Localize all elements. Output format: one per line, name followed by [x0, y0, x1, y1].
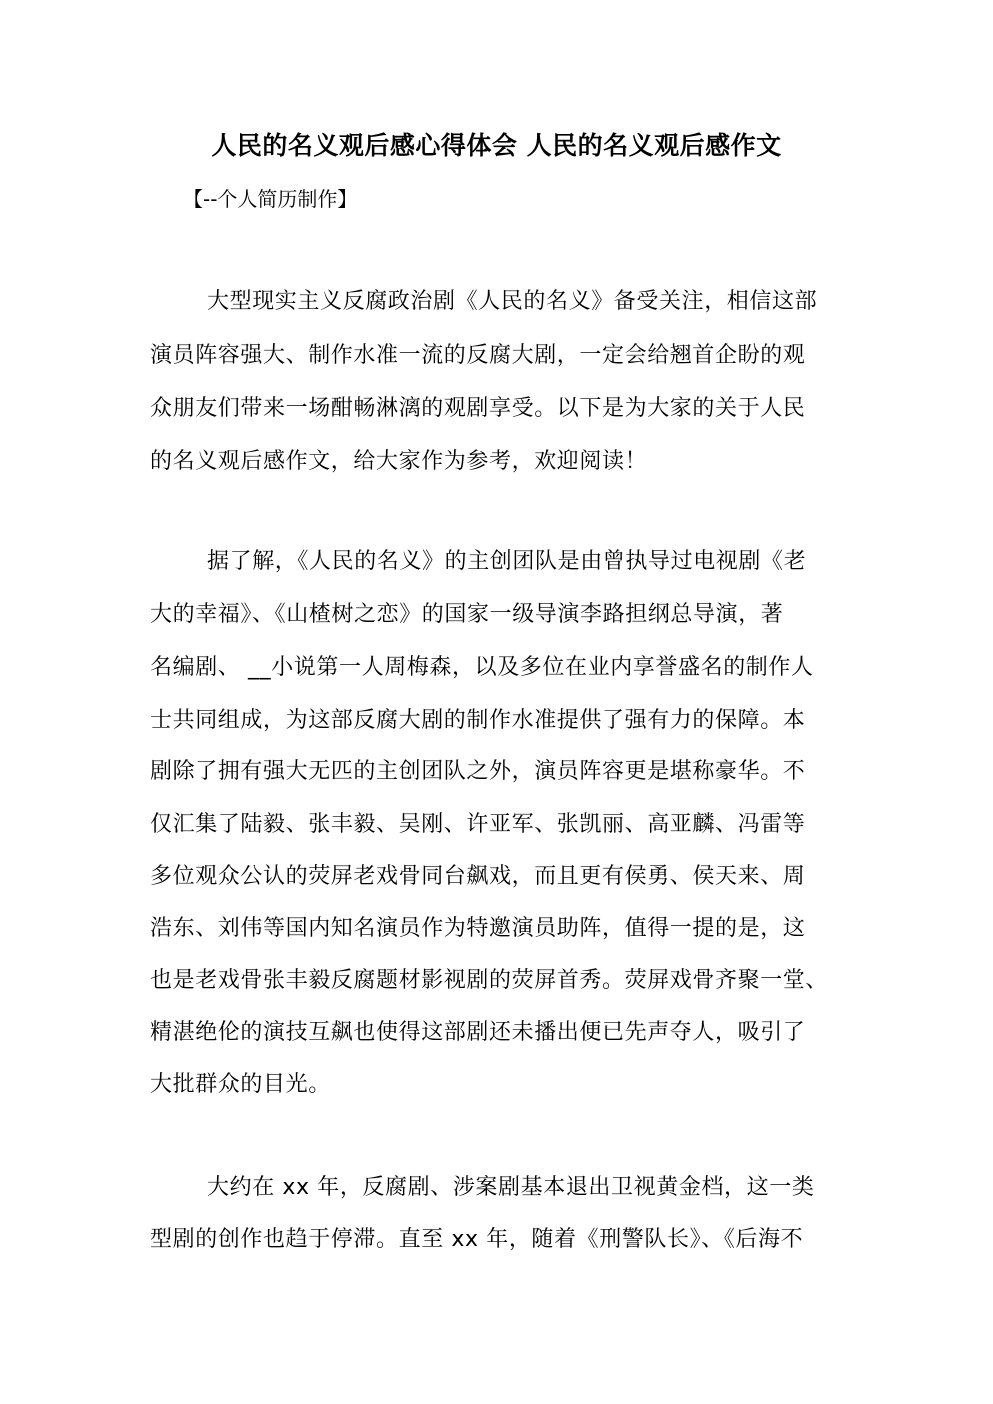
paragraph-line: 据了解，《人民的名义》的主创团队是由曾执导过电视剧《老 — [207, 549, 807, 574]
paragraph-line: 也是老戏骨张丰毅反腐题材影视剧的荧屏首秀。荧屏戏骨齐聚一堂、 — [150, 968, 829, 993]
paragraph-line: 仅汇集了陆毅、张丰毅、吴刚、许亚军、张凯丽、高亚麟、冯雷等 — [150, 812, 806, 837]
paragraph-line: 大批群众的目光。 — [150, 1072, 331, 1097]
paragraph-line: 浩东、刘伟等国内知名演员作为特邀演员助阵，值得一提的是，这 — [150, 916, 806, 941]
paragraph-line: 精湛绝伦的演技互飙也使得这部剧还未播出便已先声夺人，吸引了 — [150, 1020, 806, 1045]
paragraph-line: 的名义观后感作文，给大家作为参考，欢迎阅读！ — [150, 449, 648, 474]
paragraph-line: 大的幸福》、《山楂树之恋》的国家一级导演李路担纲总导演，著 — [150, 602, 784, 627]
paragraph-line: 演员阵容强大、制作水准一流的反腐大剧，一定会给翘首企盼的观 — [150, 343, 806, 368]
document-title: 人民的名义观后感心得体会 人民的名义观后感作文 — [211, 131, 782, 160]
paragraph-line: 多位观众公认的荧屏老戏骨同台飙戏，而且更有侯勇、侯天来、周 — [150, 864, 806, 889]
paragraph-line: 大约在 xx 年，反腐剧、涉案剧基本退出卫视黄金档，这一类 — [207, 1175, 815, 1200]
paragraph-line: 剧除了拥有强大无匹的主创团队之外，演员阵容更是堪称豪华。不 — [150, 759, 806, 784]
paragraph-line: 型剧的创作也趋于停滞。直至 xx 年，随着《刑警队长》、《后海不 — [150, 1227, 804, 1252]
document-subtitle: 【--个人简历制作】 — [183, 187, 358, 211]
paragraph-line: 大型现实主义反腐政治剧《人民的名义》备受关注，相信这部 — [207, 289, 818, 314]
paragraph-line: 众朋友们带来一场酣畅淋漓的观剧享受。以下是为大家的关于人民 — [150, 396, 806, 421]
paragraph-line: 士共同组成，为这部反腐大剧的制作水准提供了强有力的保障。本 — [150, 708, 806, 733]
paragraph-line: 名编剧、 __小说第一人周梅森，以及多位在业内享誉盛名的制作人 — [150, 655, 814, 680]
